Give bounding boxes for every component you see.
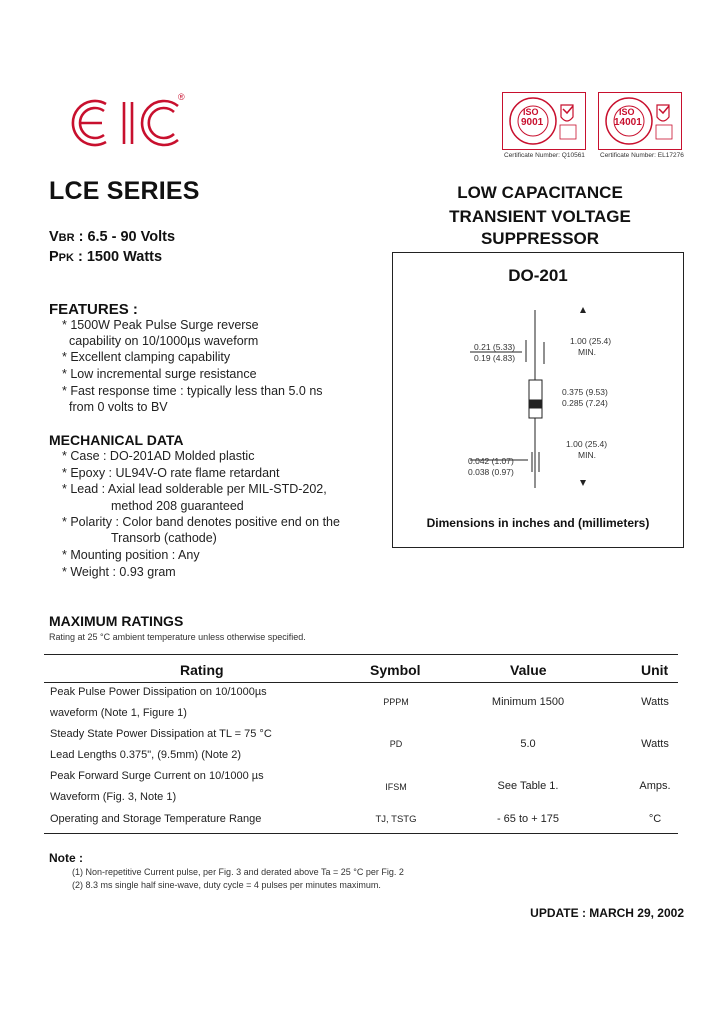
update-date: UPDATE : MARCH 29, 2002 bbox=[530, 906, 684, 920]
mechanical-title: MECHANICAL DATA bbox=[49, 432, 184, 448]
table-row-symbol: PPPM bbox=[383, 697, 409, 707]
mechanical-line: method 208 guaranteed bbox=[111, 499, 244, 513]
table-row-rating: Lead Lengths 0.375", (9.5mm) (Note 2) bbox=[50, 749, 242, 761]
iso14001-cert-number: Certificate Number: EL17276 bbox=[600, 152, 684, 159]
col-header-unit: Unit bbox=[641, 662, 669, 678]
ppk-label: P bbox=[49, 249, 59, 265]
feature-line: * Fast response time : typically less than 5.0 ns bbox=[62, 384, 323, 398]
dim-body-length-max: 0.375 (9.53) bbox=[562, 387, 608, 397]
mechanical-line: * Weight : 0.93 gram bbox=[62, 565, 176, 579]
iso9001-cert-number: Certificate Number: Q10561 bbox=[504, 152, 585, 159]
dim-lead-length-bottom: 1.00 (25.4) bbox=[566, 439, 608, 449]
table-top-rule bbox=[44, 654, 678, 655]
table-row-rating: Waveform (Fig. 3, Note 1) bbox=[50, 791, 177, 803]
feature-line: capability on 10/1000µs waveform bbox=[69, 334, 259, 348]
iso9001-line2: 9001 bbox=[521, 117, 544, 128]
iso14001-badge bbox=[598, 92, 682, 150]
table-bottom-rule bbox=[44, 833, 678, 834]
vbr-label: V bbox=[49, 229, 59, 245]
mechanical-line: * Polarity : Color band denotes positive end on the bbox=[62, 515, 340, 529]
ppk-value: : 1500 Watts bbox=[73, 249, 163, 265]
iso9001-line1: ISO bbox=[523, 107, 539, 117]
ratings-title: MAXIMUM RATINGS bbox=[49, 613, 184, 629]
dim-body-length-min: 0.285 (7.24) bbox=[562, 398, 608, 408]
vbr-value: : 6.5 - 90 Volts bbox=[74, 229, 176, 245]
product-title-line3: SUPPRESSOR bbox=[480, 229, 600, 248]
table-row-rating: Peak Forward Surge Current on 10/1000 µs bbox=[50, 770, 264, 782]
registered-mark: ® bbox=[178, 92, 185, 102]
feature-line: * Excellent clamping capability bbox=[62, 350, 231, 364]
iso14001-line2: 14001 bbox=[614, 117, 642, 128]
vbr-label-sub: BR bbox=[58, 232, 75, 244]
feature-line: * 1500W Peak Pulse Surge reverse bbox=[62, 318, 259, 332]
col-header-symbol: Symbol bbox=[370, 662, 421, 678]
table-row-value: See Table 1. bbox=[497, 780, 559, 792]
features-title: FEATURES : bbox=[49, 301, 138, 318]
eic-logo bbox=[66, 92, 196, 152]
table-row-symbol: IFSM bbox=[385, 782, 407, 792]
package-name: DO-201 bbox=[508, 266, 568, 285]
package-outline-drawing bbox=[392, 252, 684, 548]
ppk-spec bbox=[49, 249, 162, 265]
iso9001-badge bbox=[502, 92, 586, 150]
table-row-symbol: TJ, TSTG bbox=[375, 814, 417, 825]
feature-line: * Low incremental surge resistance bbox=[62, 367, 257, 381]
mechanical-line: * Case : DO-201AD Molded plastic bbox=[62, 449, 255, 463]
dimensions-caption: Dimensions in inches and (millimeters) bbox=[426, 516, 650, 530]
series-title: LCE SERIES bbox=[49, 177, 200, 205]
table-row-value: Minimum 1500 bbox=[491, 696, 565, 708]
table-row-unit: Watts bbox=[641, 696, 669, 708]
product-title-line2: TRANSIENT VOLTAGE bbox=[449, 207, 631, 226]
ppk-label-sub: PK bbox=[58, 252, 74, 264]
dim-body-dia-min: 0.19 (4.83) bbox=[474, 353, 516, 363]
col-header-rating: Rating bbox=[180, 662, 224, 678]
ratings-subtitle: Rating at 25 °C ambient temperature unless otherwise specified. bbox=[49, 632, 306, 642]
table-row-rating: Operating and Storage Temperature Range bbox=[50, 813, 262, 825]
dim-lead-length-top-min: MIN. bbox=[578, 347, 596, 357]
dim-lead-length-top: 1.00 (25.4) bbox=[570, 336, 612, 346]
note-line: (1) Non-repetitive Current pulse, per Fig. 3 and derated above Ta = 25 °C per Fig. 2 bbox=[72, 867, 404, 877]
dim-lead-dia-min: 0.038 (0.97) bbox=[468, 467, 514, 477]
product-title-line1: LOW CAPACITANCE bbox=[457, 183, 623, 202]
table-row-unit: °C bbox=[648, 813, 662, 825]
note-line: (2) 8.3 ms single half sine-wave, duty cycle = 4 pulses per minutes maximum. bbox=[72, 880, 381, 890]
table-row-rating: Steady State Power Dissipation at TL = 75 °C bbox=[50, 728, 272, 740]
mechanical-line: * Lead : Axial lead solderable per MIL-STD-202, bbox=[62, 482, 327, 496]
table-row-unit: Watts bbox=[641, 738, 669, 750]
feature-line: from 0 volts to BV bbox=[69, 400, 168, 414]
mechanical-line: Transorb (cathode) bbox=[111, 531, 217, 545]
table-row-unit: Amps. bbox=[639, 780, 671, 792]
vbr-spec bbox=[49, 229, 175, 245]
table-row-value: - 65 to + 175 bbox=[496, 813, 560, 825]
table-header-rule bbox=[44, 682, 678, 683]
table-row-value: 5.0 bbox=[520, 738, 536, 750]
dim-body-dia-max: 0.21 (5.33) bbox=[474, 342, 516, 352]
table-row-rating: waveform (Note 1, Figure 1) bbox=[50, 707, 187, 719]
iso14001-line1: ISO bbox=[619, 107, 635, 117]
mechanical-line: * Epoxy : UL94V-O rate flame retardant bbox=[62, 466, 280, 480]
dim-lead-length-bottom-min: MIN. bbox=[578, 450, 596, 460]
table-row-rating: Peak Pulse Power Dissipation on 10/1000µs bbox=[50, 686, 267, 698]
iso9001-seal-icon bbox=[503, 93, 585, 149]
col-header-value: Value bbox=[510, 662, 547, 678]
dim-lead-dia-max: 0.042 (1.07) bbox=[468, 456, 514, 466]
eic-logo-graphic bbox=[66, 92, 196, 152]
notes-title: Note : bbox=[49, 851, 83, 865]
mechanical-line: * Mounting position : Any bbox=[62, 548, 200, 562]
table-row-symbol: PD bbox=[389, 739, 403, 749]
